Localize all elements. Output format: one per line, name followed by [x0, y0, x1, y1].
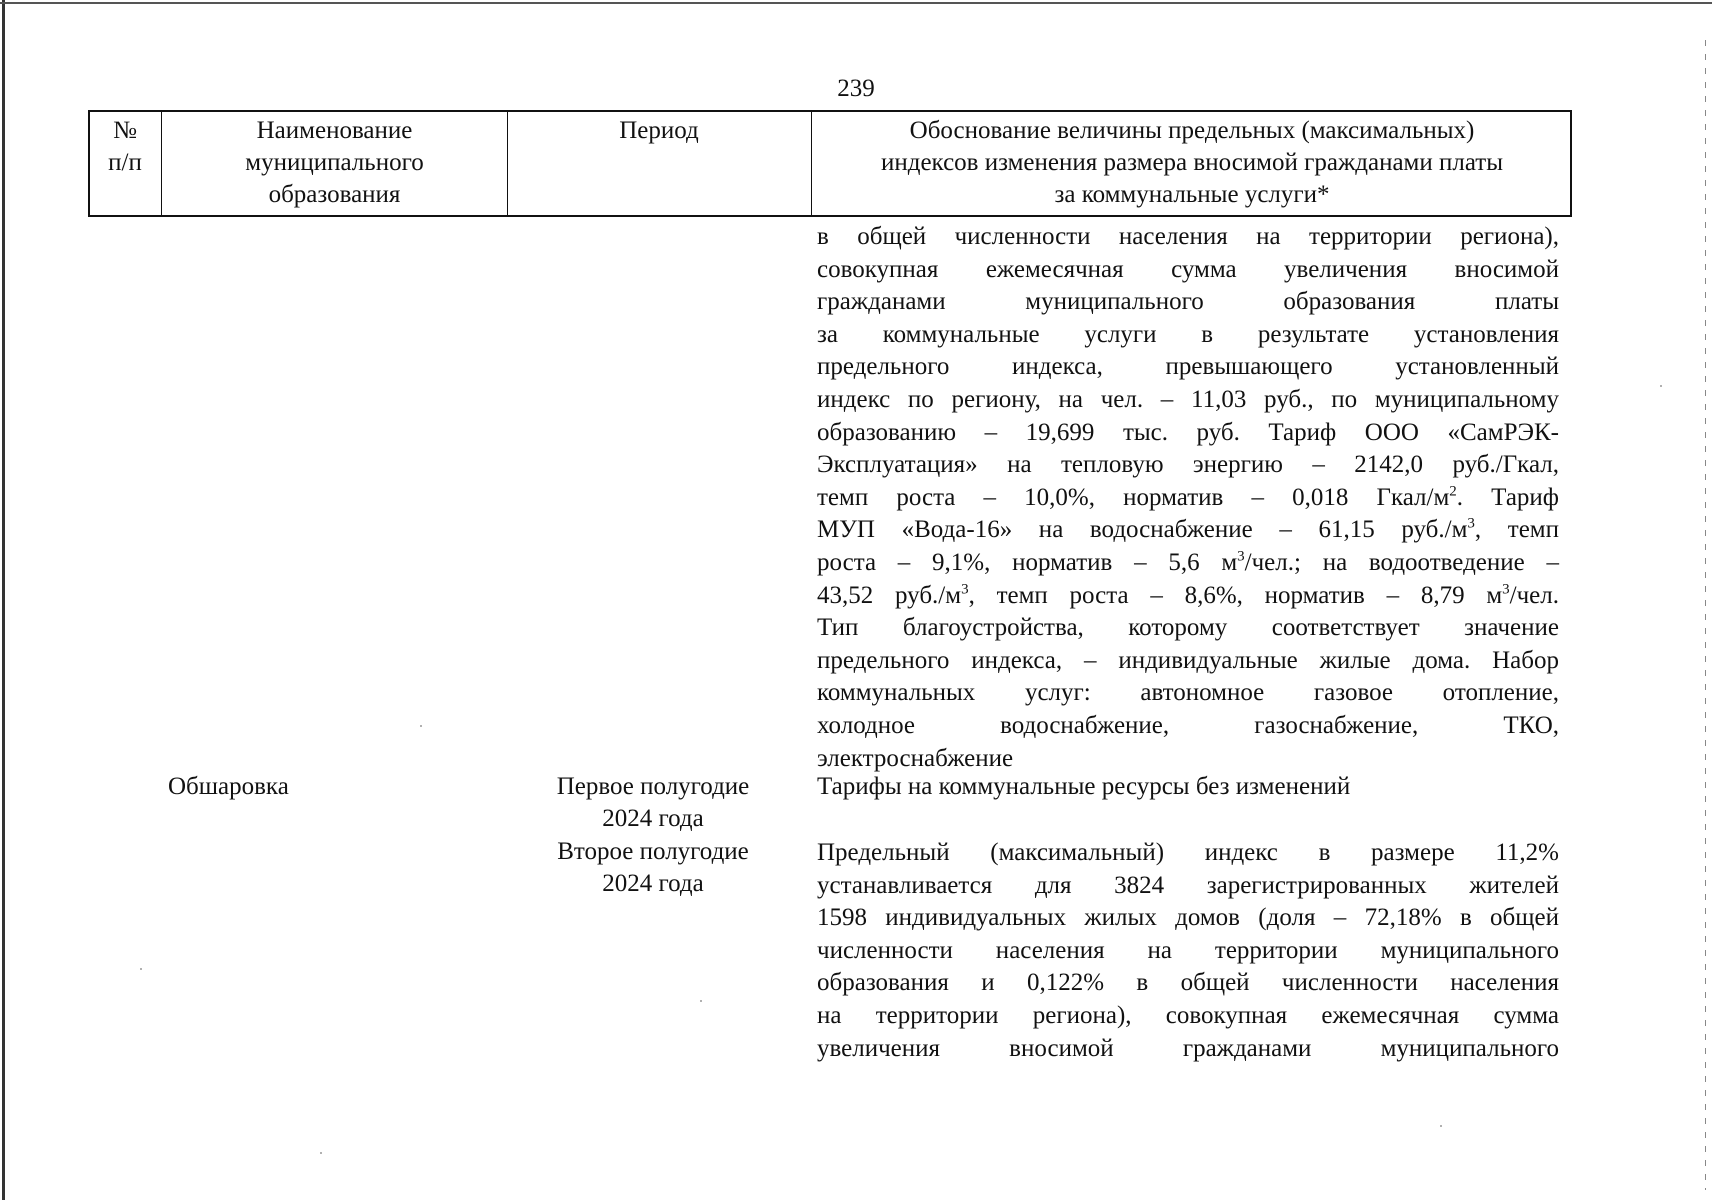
text-line: Эксплуатация» на тепловую энергию – 2142,0 руб./Гкал, [817, 451, 1559, 479]
period-first-half-line1: Первое полугодие [556, 773, 750, 800]
period-first-half [528, 771, 778, 835]
text-line: численности населения на территории муниципального [817, 936, 1559, 964]
superscript: 3 [1467, 516, 1475, 533]
text-line: электроснабжение [817, 744, 1014, 772]
period-first-half-line2: 2024 года [602, 805, 704, 832]
scan-speck [1660, 385, 1662, 387]
text-line [817, 580, 1559, 613]
period-second-half [528, 836, 778, 900]
municipality-name: Обшаровка [168, 773, 289, 800]
text-line: Тарифы на коммунальные ресурсы без изменений [817, 773, 1351, 800]
page-number: 239 [837, 75, 875, 102]
first-half-justification [817, 771, 1559, 804]
header-justification-line1: Обоснование величины предельных (максимальных) [909, 117, 1475, 144]
header-justification-line3: за коммунальные услуги* [1054, 181, 1330, 208]
text-line [817, 482, 1559, 515]
text-line: за коммунальные услуги в результате установления [817, 320, 1559, 348]
text-line: гражданами муниципального образования платы [817, 288, 1559, 316]
scan-left-edge [2, 0, 5, 1200]
text-fragment: роста – 9,1%, норматив – 5,6 м [817, 548, 1238, 576]
header-municipality-column [162, 112, 507, 215]
scan-speck [420, 725, 422, 727]
continued-justification-text [817, 221, 1559, 775]
period-second-half-line2: 2024 года [602, 870, 704, 897]
text-fragment: МУП «Вода-16» на водоснабжение – 61,15 руб./м [817, 516, 1468, 544]
text-line: предельного индекса, превышающего установленный [817, 353, 1559, 381]
period-second-half-line1: Второе полугодие [557, 838, 749, 865]
text-line: Тип благоустройства, которому соответствует значение [817, 614, 1559, 642]
scan-speck [140, 968, 142, 970]
header-municipality-line2: муниципального [245, 149, 424, 176]
header-justification-line2: индексов изменения размера вносимой гражданами платы [880, 149, 1504, 176]
text-line: коммунальных услуг: автономное газовое отопление, [817, 679, 1559, 707]
header-justification-column [812, 112, 1572, 215]
text-line: образованию – 19,699 тыс. руб. Тариф ООО «СамРЭК- [817, 418, 1559, 446]
superscript: 3 [1237, 548, 1245, 565]
text-fragment: 43,52 руб./м [817, 581, 962, 609]
header-number-line1: № [113, 117, 137, 144]
scan-speck [1440, 1125, 1442, 1127]
text-fragment: темп роста – 10,0%, норматив – 0,018 Гкал/м [817, 483, 1450, 511]
text-line: совокупная ежемесячная сумма увеличения вносимой [817, 255, 1559, 283]
text-fragment: /чел.; на водоотведение – [1244, 548, 1559, 576]
text-line: на территории региона), совокупная ежемесячная сумма [817, 1001, 1559, 1029]
text-fragment: , темп роста – 8,6%, норматив – 8,79 м [968, 581, 1503, 609]
scan-speck [320, 1152, 322, 1154]
text-line: индекс по региону, на чел. – 11,03 руб., по муниципальному [817, 385, 1559, 413]
text-line: 1598 индивидуальных жилых домов (доля – 72,18% в общей [817, 904, 1559, 932]
text-line: устанавливается для 3824 зарегистрированных жителей [817, 871, 1559, 899]
second-half-justification [817, 837, 1559, 1065]
scan-right-edge [1705, 40, 1706, 1190]
scan-top-edge [0, 2, 1712, 4]
text-line: Предельный (максимальный) индекс в размере 11,2% [817, 839, 1559, 866]
text-fragment: /чел. [1509, 581, 1559, 609]
text-line: образования и 0,122% в общей численности населения [817, 969, 1559, 997]
text-line [817, 514, 1559, 547]
header-number-column [90, 112, 160, 215]
superscript: 2 [1449, 483, 1457, 500]
text-line: увеличения вносимой гражданами муниципального [817, 1034, 1559, 1062]
header-number-line2: п/п [108, 149, 142, 176]
table-header [88, 110, 1572, 217]
scan-speck [700, 1000, 702, 1002]
header-period-column [508, 112, 810, 215]
text-line: предельного индекса, – индивидуальные жилые дома. Набор [817, 646, 1559, 674]
header-municipality-line1: Наименование [256, 117, 413, 144]
header-period-label: Период [619, 117, 699, 144]
text-line: холодное водоснабжение, газоснабжение, ТКО, [817, 711, 1559, 739]
superscript: 3 [1502, 581, 1510, 598]
text-line: в общей численности населения на территории региона), [817, 223, 1559, 250]
superscript: 3 [961, 581, 969, 598]
text-fragment: . Тариф [1456, 483, 1560, 511]
text-line [817, 547, 1559, 580]
text-fragment: , темп [1474, 516, 1559, 544]
header-municipality-line3: образования [268, 181, 401, 208]
